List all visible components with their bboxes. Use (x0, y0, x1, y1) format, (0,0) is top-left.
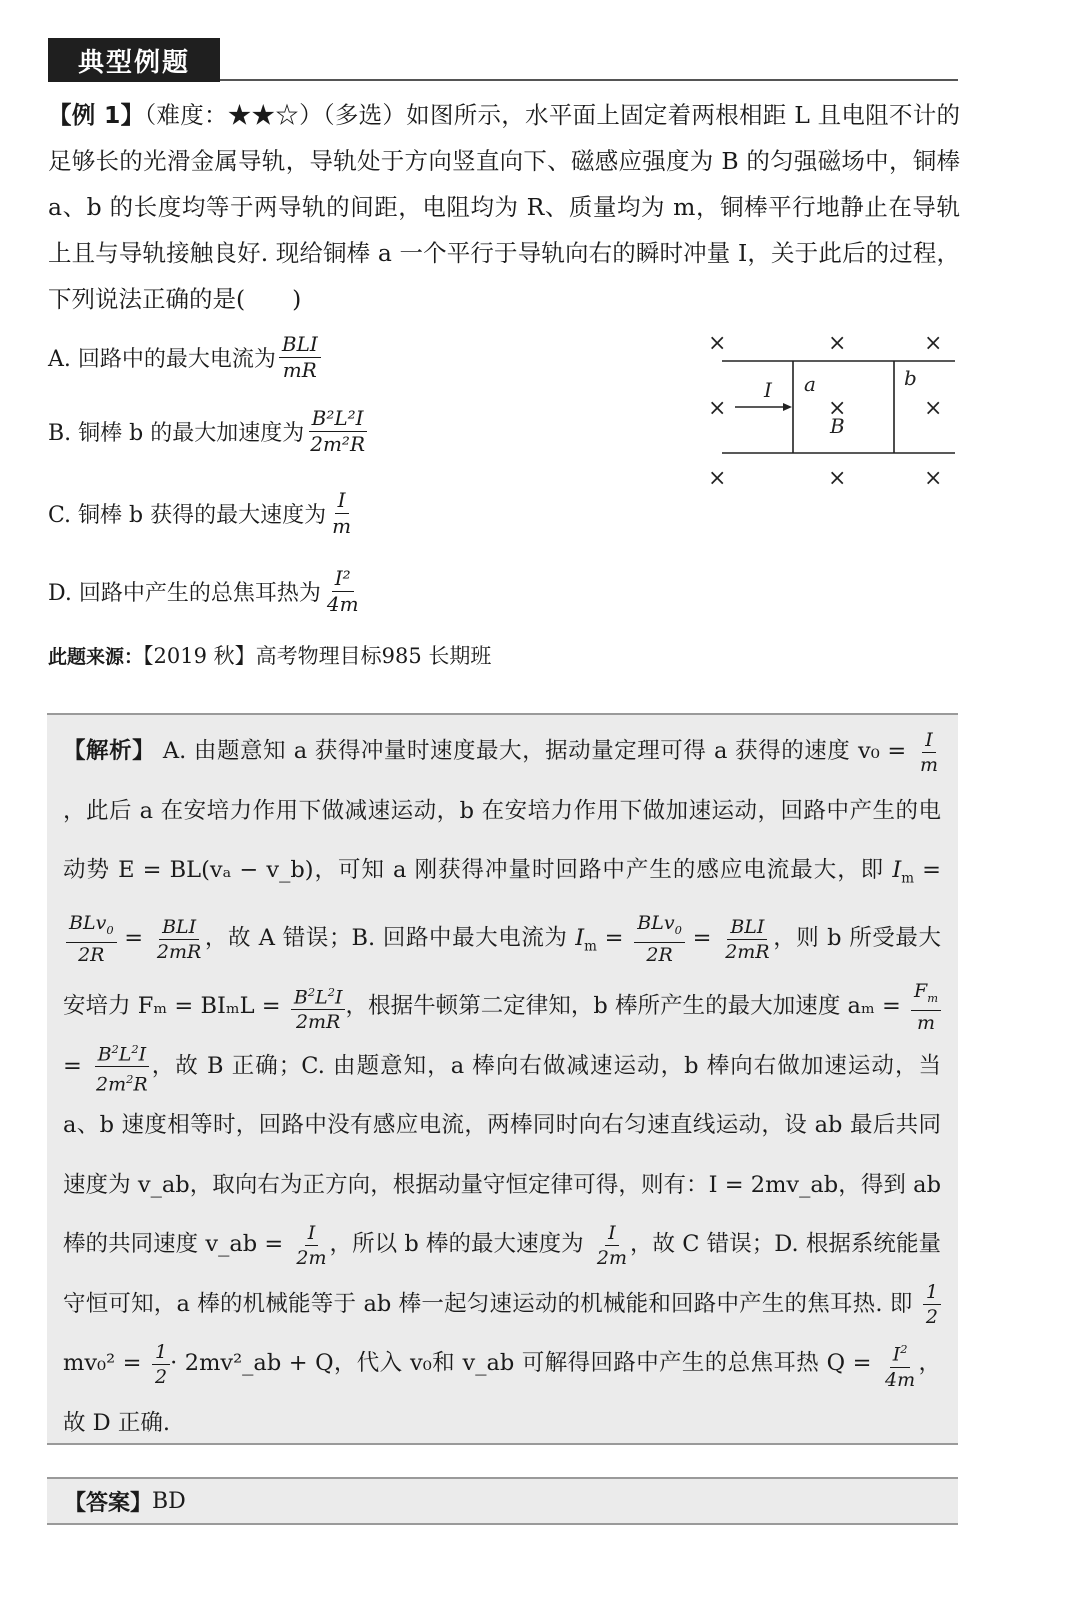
option-d-fraction (324, 566, 362, 617)
section-title: 典型例题 (48, 38, 220, 82)
option-a (48, 332, 321, 383)
option-a-fraction (279, 332, 321, 383)
answer-tag: 【答案】 (64, 1490, 153, 1516)
option-d-label: D. 回路中产生的总焦耳热为 (48, 581, 321, 606)
solution-part: A. 由题意知 a 获得冲量时速度最大，据动量定理可得 a 获得的速度 v₀ = (162, 738, 907, 764)
field-cross: × (708, 396, 727, 421)
field-cross: × (708, 331, 727, 356)
solution-part: mv₀² = (63, 1350, 142, 1377)
option-b (48, 406, 368, 457)
option-c-num: I (335, 488, 349, 514)
option-c-label: C. 铜棒 b 获得的最大速度为 (48, 503, 327, 528)
option-b-fraction (307, 406, 368, 457)
solution-text: 【解析】 A. 由题意知 a 获得冲量时速度最大，据动量定理可得 a 获得的速度 v₀ = $\frac{I}{m}$ ，此后 a 在安培力作用下做减速运动，b 在安培力作用下做加速运动，回路中产生的电动势 E = BL(vₐ − v_b)，可知 a 刚获得冲量时回路中产生的感应电流最大，即 $I_m$ = $\frac{BLv_0}{2R}$ = $\frac{\text{BLI}}{2mR}$ ，故 A 错误；B. 回路中最大电流为 $I_m$ = $\frac{BLv_0}{2R}$ = $\frac{\text{BLI}}{2mR}$ ，则 b 所受最大安培力 Fₘ = BIₘL = $\frac{B^2L^2I}{2mR}$ ，根据牛顿第二定律知，b 棒所产生的最大加速度 aₘ = $\frac{F_m}{m}$ = $\frac{B^2L^2I}{2m^2R}$ ，故 B 正确；C. 由题意知，a 棒向右做减速运动，b 棒向右做加速运动，当 a、b 速度相等时，回路中没有感应电流，两棒同时向右匀速直线运动，设 ab 最后共同速度为 v_ab，取向右为正方向，根据动量守恒定律可得，则有：I = 2mv_ab，得到 ab 棒的共同速度 v_ab = $\frac{I}{2m}$ ，所以 b 棒的最大速度为 $\frac{I}{2m}$ ，故 C 错误；D. 根据系统能量守恒可知，a 棒的机械能等于 ab 棒一起匀速运动的机械能和回路中产生的焦耳热. 即 $\frac{1}{2}$ mv₀² = $\frac{1}{2}$ · 2mv²_ab + Q，代入 v₀和 v_ab 可解得回路中产生的总焦耳热 Q = $\frac{I^2}{4m}$ ，故 D 正确. (63, 728, 941, 1436)
option-b-label: B. 铜棒 b 的最大加速度为 (48, 421, 305, 446)
source-text: 【2019 秋】高考物理目标985 长期班 (143, 644, 492, 668)
solution-part: ，故 D 正确. (63, 1350, 941, 1436)
option-c-fraction (329, 488, 354, 539)
option-c (48, 488, 354, 539)
answer-value: BD (152, 1488, 186, 1514)
option-b-num: B²L²I (309, 406, 367, 432)
question-source (48, 640, 491, 670)
field-cross: × (828, 396, 847, 421)
rod-b-label: b (904, 366, 917, 390)
solution-part: · 2mv²_ab + Q，代入 v₀和 v_ab 可解得回路中产生的总焦耳热 Q = (170, 1350, 872, 1377)
solution-part: ，故 B 正确；C. 由题意知，a 棒向右做减速运动，b 棒向右做加速运动，当 a、b 速度相等时，回路中没有感应电流，两棒同时向右匀速直线运动，设 ab 最后共同速度为 v_ab，取向右为正方向，根据动量守恒定律可得，则有：I = 2mv_ab，得到 ab 棒的共同速度 v_ab = (63, 1052, 941, 1258)
option-a-den: mR (282, 358, 317, 382)
option-a-label: A. 回路中的最大电流为 (48, 347, 276, 372)
option-b-den: 2m²R (310, 432, 365, 456)
option-d (48, 566, 362, 617)
rod-a-label: a (804, 372, 816, 396)
solution-tag: 【解析】 (63, 738, 156, 764)
solution-part: ，此后 a 在安培力作用下做减速运动，b 在安培力作用下做加速运动，回路中产生的电动势 E = BL(vₐ − v_b)，可知 a 刚获得冲量时回路中产生的感应电流最大，即 (63, 797, 941, 883)
solution-part: ，故 A 错误；B. 回路中最大电流为 (204, 925, 568, 951)
option-a-num: BLI (279, 332, 321, 358)
solution-part: ，则 b 所受最大安培力 Fₘ = BIₘL = (63, 925, 941, 1019)
solution-part: ，故 C 错误；D. 根据系统能量守恒可知，a 棒的机械能等于 ab 棒一起匀速运动的机械能和回路中产生的焦耳热. 即 (63, 1231, 941, 1317)
source-label: 此题来源： (48, 646, 144, 668)
field-cross: × (708, 466, 727, 491)
question-text (48, 92, 960, 322)
field-cross: × (924, 396, 943, 421)
question-body: （难度：★★☆）（多选）如图所示，水平面上固定着两根相距 L 且电阻不计的足够长的光滑金属导轨，导轨处于方向竖直向下、磁感应强度为 B 的匀强磁场中，铜棒 a、b 的长度均等于两导轨的间距，电阻均为 R、质量均为 m，铜棒平行地静止在导轨上且与导轨接触良好. 现给铜棒 a 一个平行于导轨向右的瞬时冲量 I，关于此后的过程，下列说法正确的是( ) (48, 101, 960, 313)
field-cross: × (924, 331, 943, 356)
field-label: B (830, 414, 845, 438)
solution-part: ，所以 b 棒的最大速度为 (329, 1231, 584, 1258)
option-d-num: I² (332, 566, 354, 592)
field-cross: × (828, 466, 847, 491)
question-tag: 【例 1】 (48, 101, 145, 129)
answer-box (47, 1477, 958, 1525)
header-divider (220, 79, 958, 81)
option-c-den: m (332, 514, 352, 538)
rail-diagram (700, 325, 970, 495)
solution-part: ，根据牛顿第二定律知，b 棒所产生的最大加速度 aₘ = (345, 993, 901, 1019)
impulse-arrow-head (783, 403, 792, 411)
field-cross: × (924, 466, 943, 491)
field-cross: × (828, 331, 847, 356)
option-d-den: 4m (326, 592, 359, 616)
impulse-label: I (764, 378, 772, 402)
